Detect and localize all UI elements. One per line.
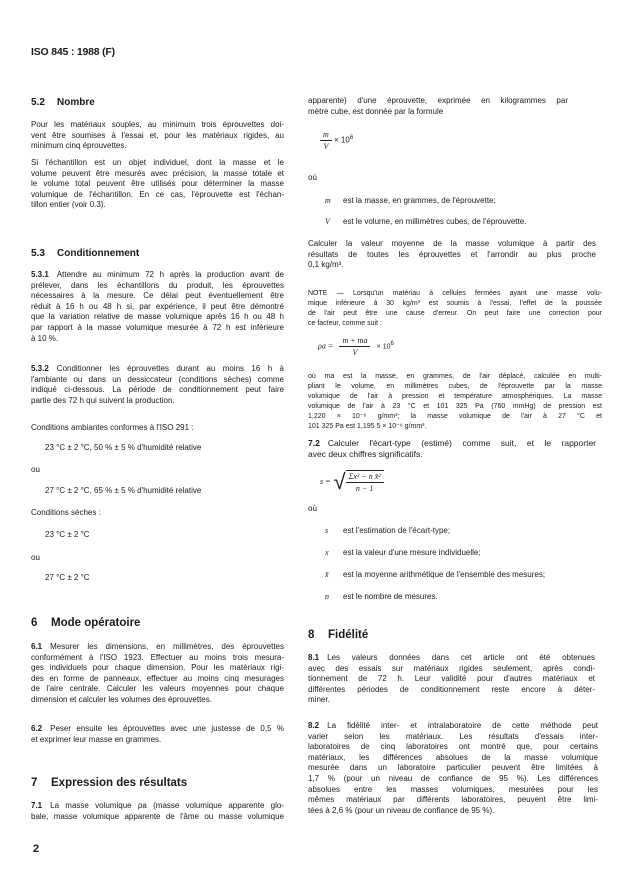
line-text: Pour les matériaux souples, au minimum trois éprouvettes doi- [31, 120, 284, 129]
line-text: volumique de l'air à pression et température atmosphériques. La masse [308, 393, 602, 400]
page-number: 2 [33, 843, 40, 855]
section-title: Fidélité [328, 629, 369, 641]
section-heading-8 [308, 629, 368, 641]
line-text: volumique de l'air à 23 °C et 101 325 Pa (760 mmHg) de pression est [308, 403, 602, 410]
definition-x-bar [325, 570, 545, 579]
clause-number: 5.3.1 [31, 270, 49, 279]
definition-n [325, 592, 438, 601]
text-line [31, 364, 284, 375]
text-line [308, 753, 598, 764]
line-text: de l'air peut être une cause d'erreur. On peut faire une correction pour [308, 310, 602, 317]
text-line [31, 674, 284, 685]
text-line [308, 239, 596, 250]
paragraph-7-2 [308, 438, 596, 459]
line-text: tillon entier (voir 0.3). [31, 200, 106, 210]
line-text: Calculer la valeur moyenne de la masse volumique à partir des [308, 239, 596, 248]
text-line [31, 724, 284, 735]
text-line [308, 422, 602, 432]
line-text: avec des essais sur matériaux rigides seulement, après condi- [308, 663, 595, 673]
line-text: conformément à l'ISO 1923. Effectuer au moins trois mesura- [31, 652, 284, 662]
ambient-conditions-label: Conditions ambiantes conformes à l'ISO 291 : [31, 423, 194, 432]
text-line [31, 169, 284, 180]
text-line [308, 309, 602, 319]
text-line [31, 158, 284, 169]
clause-number: 5.3.2 [31, 364, 49, 373]
line-text: prélever, dans les échantillons du produit, les éprouvettes [31, 280, 284, 290]
line-text: et exprimer leur masse en grammes. [31, 734, 162, 744]
line-text: à 10 %. [31, 333, 59, 343]
symbol: x̄ [325, 570, 329, 579]
clause-number: 6.1 [31, 642, 43, 651]
formula-multiplier: × 10 [334, 135, 350, 145]
text-line [308, 412, 602, 422]
line-text: La masse volumique ρa (masse volumique apparente glo- [50, 801, 284, 810]
section-heading-5-2 [31, 97, 95, 108]
text-line [31, 642, 284, 653]
clause-number: 7.2 [308, 438, 320, 448]
line-text: dimension et calculer les volumes des éprouvettes. [31, 694, 212, 704]
text-line [31, 396, 284, 407]
definition-text: est l'estimation de l'écart-type; [343, 526, 451, 535]
dry-condition-2: 27 °C ± 2 °C [45, 573, 90, 582]
clause-number: 6.2 [31, 724, 43, 733]
formula-denominator: V [352, 348, 358, 357]
line-text: pliant le volume, en millimètres cubes, de l'éprouvette par la masse [308, 383, 602, 390]
text-line [308, 449, 596, 460]
section-number: 6 [31, 617, 38, 629]
text-line [31, 270, 284, 281]
text-line [308, 299, 602, 309]
text-line [31, 735, 284, 746]
note [308, 289, 602, 329]
line-text: des en forme de panneaux, effectuer au moins cinq mesurages [31, 673, 284, 683]
line-text: avec deux chiffres significatifs. [308, 448, 423, 459]
text-line [308, 319, 602, 329]
line-text: réduit à 16 h ou 48 h si, par expérience, il peut être démontré [31, 301, 284, 311]
paragraph [31, 158, 284, 211]
text-line [31, 179, 284, 190]
line-text: Mesurer les dimensions, en millimètres, des éprouvettes [50, 642, 284, 651]
text-line [308, 664, 595, 675]
formula-std-dev [320, 470, 384, 493]
symbol: n [325, 592, 329, 601]
line-text: Peser ensuite les éprouvettes avec une justesse de 0,5 % [50, 724, 284, 733]
or-text: ou [31, 465, 40, 474]
document-header: ISO 845 : 1988 (F) [31, 46, 115, 58]
formula-lhs: s = [320, 477, 331, 486]
text-line [31, 812, 284, 823]
text-line [308, 721, 598, 732]
definition-s [325, 526, 450, 535]
clause-number: 8.1 [308, 653, 320, 662]
text-line [308, 96, 568, 107]
line-text: le volume total peuvent être utilisés pour déterminer la masse [31, 179, 284, 189]
line-text: minimum cinq éprouvettes. [31, 141, 127, 151]
line-text: Conditionner les éprouvettes durant au moins 16 h à [56, 364, 284, 373]
line-text: 1,220 × 10⁻⁶ g/mm³; la masse volumique de l'air à 27 °C et [308, 413, 602, 420]
text-line [308, 250, 596, 261]
line-text: 101 325 Pa est 1,195 5 × 10⁻⁶ g/mm³. [308, 423, 427, 430]
formula-numerator: m + ma [339, 336, 370, 347]
text-line [308, 382, 602, 392]
text-line [31, 385, 284, 396]
line-text: résultats de toutes les éprouvettes et l'arrondir au plus proche [308, 249, 596, 259]
definition-m [325, 196, 496, 205]
text-line [31, 334, 284, 345]
text-line [308, 289, 602, 299]
section-number: 8 [308, 629, 315, 641]
text-line [31, 120, 284, 131]
symbol: V [325, 217, 330, 226]
section-heading-6 [31, 617, 140, 629]
definition-v [325, 217, 526, 226]
line-text: tionnement de 72 h. Leur validité pour d'autres matériaux et [308, 674, 595, 684]
text-line [31, 375, 284, 386]
text-line [31, 312, 284, 323]
ambient-condition-2: 27 °C ± 2 °C, 65 % ± 5 % d'humidité relative [45, 486, 202, 495]
dry-conditions-label: Conditions sèches : [31, 508, 101, 517]
line-text: l'ambiante ou dans un dessiccateur (conditions sèches) comme [31, 374, 284, 384]
line-text: nécessaires à la mesure. Ce délai peut éventuellement être [31, 291, 284, 301]
text-line [31, 663, 284, 674]
text-line [31, 801, 284, 812]
section-number: 7 [31, 777, 38, 789]
line-text: mique inférieure à 30 kg/m³ est soumis à l'essai, l'effet de la poussée [308, 300, 602, 307]
line-text: tées à 2,6 % (pour un niveau de confiance de 95 %). [308, 805, 495, 815]
formula-numerator: Σx² − n x̄² [346, 472, 384, 483]
line-text: varier selon les matériaux. Les résultats d'essais inter- [308, 731, 598, 741]
text-line [308, 806, 598, 817]
paragraph-7-1 [31, 801, 284, 822]
section-heading-7 [31, 777, 187, 789]
section-title: Nombre [57, 97, 95, 108]
text-line [308, 742, 598, 753]
line-text: mêmes matériaux par différents laboratoires, peuvent être limi- [308, 795, 598, 805]
line-text: Calculer l'écart-type (estimé) comme suit, et le rapporter [327, 438, 596, 448]
line-text: ce facteur, comme suit : [308, 320, 382, 327]
line-text: 0,1 kg/m³. [308, 260, 344, 270]
paragraph [308, 239, 596, 271]
clause-number: 8.2 [308, 721, 320, 730]
line-text: que la variation relative de masse volumique après 16 h ou 48 h [31, 312, 284, 322]
formula-denominator: V [323, 142, 329, 151]
symbol: x [325, 548, 329, 557]
text-line [31, 684, 284, 695]
line-text: Attendre au minimum 72 h après la production avant de [56, 270, 284, 279]
line-text: La fidélité inter- et intralaboratoire de cette méthode peut [327, 721, 598, 730]
clause-number: 7.1 [31, 801, 43, 810]
line-text: miner. [308, 695, 330, 705]
paragraph-6-2 [31, 724, 284, 745]
note-continuation [308, 372, 602, 432]
text-line [308, 685, 595, 696]
section-number: 5.3 [31, 248, 45, 259]
text-line [31, 190, 284, 201]
ambient-condition-1: 23 °C ± 2 °C, 50 % ± 5 % d'humidité relative [45, 443, 202, 452]
line-text: apparente) d'une éprouvette, exprimée en kilogrammes par [308, 96, 568, 105]
line-text: volumique de l'échantillon. En ce cas, l'éprouvette est l'échan- [31, 189, 284, 199]
formula-density [320, 130, 353, 151]
definition-text: est la valeur d'une mesure individuelle; [343, 548, 481, 557]
where-text: où [308, 504, 317, 513]
paragraph [308, 96, 568, 117]
line-text: de l'aire centrale. Calculer les valeurs moyennes pour chaque [31, 684, 284, 694]
line-text: par rapport à la masse volumique mesurée à 72 h est inférieure [31, 322, 284, 332]
definition-text: est la moyenne arithmétique de l'ensemble des mesures; [343, 570, 546, 579]
paragraph-5-3-2 [31, 364, 284, 406]
text-line [31, 302, 284, 313]
line-text: mesurée dans un laboratoire particulier peuvent être limitées à [308, 763, 598, 773]
text-line [308, 785, 598, 796]
formula-numerator: m [320, 130, 332, 141]
line-text: Les valeurs données dans cet article ont été obtenues [327, 653, 595, 662]
paragraph-8-1 [308, 653, 595, 706]
symbol: m [325, 196, 331, 205]
line-text: différentes périodes de conditionnement reste encore à déter- [308, 684, 595, 694]
dry-condition-1: 23 °C ± 2 °C [45, 530, 90, 539]
text-line [308, 402, 602, 412]
paragraph-6-1 [31, 642, 284, 706]
text-line [308, 438, 596, 449]
section-number: 5.2 [31, 97, 45, 108]
text-line [31, 323, 284, 334]
text-line [31, 695, 284, 706]
text-line [308, 107, 568, 118]
line-text: Si l'échantillon est un objet individuel, dont la masse et le [31, 158, 284, 167]
section-heading-5-3 [31, 248, 139, 259]
line-text: laboratoires de cinq laboratoires ont montré que, pour certains [308, 742, 598, 752]
definition-text: est la masse, en grammes, de l'éprouvette; [343, 196, 496, 205]
text-line [31, 281, 284, 292]
paragraph-5-3-1 [31, 270, 284, 344]
line-text: absolues entre les masses volumiques, mesurées pour les [308, 784, 598, 794]
text-line [308, 732, 598, 743]
text-line [31, 200, 284, 211]
text-line [31, 291, 284, 302]
section-title: Conditionnement [57, 248, 140, 259]
text-line [31, 653, 284, 664]
formula-lhs: ρa = [318, 341, 334, 351]
text-line [308, 392, 602, 402]
text-line [308, 260, 596, 271]
sqrt-sign: √ [333, 468, 346, 494]
line-text: matériaux, les différences absolues de la masse volumique [308, 752, 598, 762]
line-text: indiqué ci-dessous. La période de conditionnement peut faire [31, 385, 284, 395]
text-line [308, 372, 602, 382]
formula-exponent: 6 [390, 340, 394, 347]
line-text: volume peuvent être mesurés avec précision, la masse totale et [31, 168, 284, 178]
text-line [308, 795, 598, 806]
text-line [308, 774, 598, 785]
line-text: NOTE — Lorsqu'un matériau à cellules fermées ayant une masse volu- [308, 290, 602, 297]
formula-air-correction [318, 336, 394, 357]
section-title: Expression des résultats [51, 777, 188, 789]
text-line [308, 653, 595, 664]
section-title: Mode opératoire [51, 617, 141, 629]
line-text: mètre cube, est donnée par la formule [308, 106, 444, 116]
formula-multiplier: × 10 [376, 343, 391, 351]
definition-x [325, 548, 481, 557]
symbol: s [325, 526, 329, 535]
line-text: bale, masse volumique apparente de l'âme ou masse volumique [31, 811, 284, 821]
paragraph-8-2 [308, 721, 598, 816]
text-line [308, 695, 595, 706]
text-line [308, 674, 595, 685]
text-line [31, 131, 284, 142]
definition-text: est le nombre de mesures. [343, 592, 438, 601]
formula-denominator: n − 1 [355, 484, 374, 493]
line-text: 1,7 % (pour un niveau de confiance de 95 %). Les différences [308, 773, 598, 783]
text-line [308, 763, 598, 774]
formula-exponent: 6 [349, 134, 354, 141]
or-text: ou [31, 553, 40, 562]
line-text: où ma est la masse, en grammes, de l'air déplacé, calculée en multi- [308, 373, 602, 380]
definition-text: est le volume, en millimètres cubes, de l'éprouvette. [343, 217, 527, 226]
where-text: où [308, 173, 317, 182]
line-text: partie des 72 h qui suivent la production. [31, 395, 175, 405]
paragraph [31, 120, 284, 152]
text-line [31, 141, 284, 152]
line-text: vent être soumises à l'essai et, pour les matériaux rigides, au [31, 130, 284, 140]
line-text: ges individuels pour chaque dimension. Pour les matériaux rigi- [31, 663, 284, 673]
